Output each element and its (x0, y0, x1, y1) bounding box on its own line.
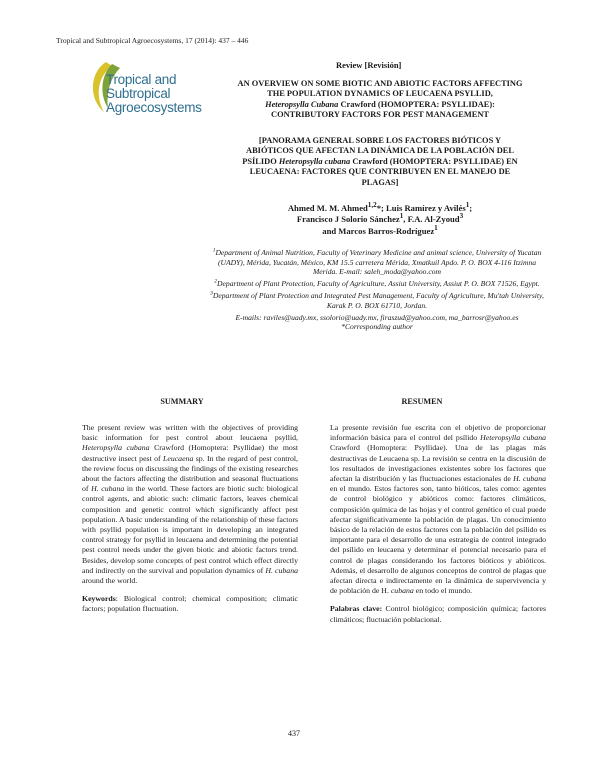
author-list: Ahmed M. M. Ahmed$^{1,2}$*; Luis Ramírez y Avilés$^1$; Francisco J Solorio Sánchez$^1$, F.A. Al-Zyoud$^3$ and Marcos Barros-Rodríguez$^1$ (287, 201, 473, 236)
summary-paragraph: The present review was written with the objectives of providing basic information for pest control about leucaena psyllid, Heteropsylla cubana Crawford (Homoptera: Psyllidae) the most destructive insect pest of Leucaena sp. In the regard of pest control, the review focus on discussing the findings of the existing researches about the factors affecting the distribution and seasonal fluctuations of H. cubana in the world. These factors are biotic such: biological control agents, and abiotic such: climatic factors, leaves chemical composition and genetic control which significantly affect pest population. A basic understanding of the relationship of these factors with psyllid population is important in developing an integrated control strategy for psyllid in leucaena and determining the potential pest control needs under the given biotic and abiotic factors trend. Besides, develop some concepts of pest control which effect directly and indirectly on the survival and population dynamics of H. cubana around the world. (82, 423, 299, 586)
keywords-english: Keywords: Biological control; chemical composition; climatic factors; population fluctuation. (82, 594, 298, 614)
title-english: AN OVERVIEW ON SOME BIOTIC AND ABIOTIC FACTORS AFFECTING THE POPULATION DYNAMICS OF LEUCAENA PSYLLID, Heteropsylla Cubana Crawford (HOMOPTERA: PSYLLIDAE): CONTRIBUTORY FACTORS FOR PEST MANAGEMENT (237, 79, 523, 120)
resumen-paragraph: La presente revisión fue escrita con el objetivo de proporcionar información básica para el control del psílido Heteropsylla cubana Crawford (Homoptera: Psyllidae). Una de las plagas más destructivas de Leucaena sp. La revisión se centra en la discusión de los resultados de investigaciones existentes sobre los factores que afectan la distribución y las fluctuaciones estacionales de H. cubana en el mundo. Estos factores son, tanto bióticos, tales como: agentes de control biológico y abióticos como: factores climáticos, composición química de las hojas y el control genético el cual puede afectar significativamente la población de plagas. Un conocimiento básico de la relación de estos factores con la población del psílido es importante para el desarrollo de una estrategia de control integrado del psílido en leucaena y determinar el potencial necesario para el control de plagas considerando los factores bióticos y abióticos. Además, el desarrollo de algunos conceptos de control de plagas que afectan directa e indirectamente en la dinámica de supervivencia y de población de H. cubana en todo el mundo. (330, 423, 546, 596)
logo-line-3: Agroecosystems (106, 100, 202, 115)
resumen-heading: RESUMEN (401, 397, 443, 406)
logo-line-2: Subtropical (106, 86, 171, 101)
article-type-label: Review [Revisión] (336, 60, 402, 70)
title-spanish: [PANORAMA GENERAL SOBRE LOS FACTORES BIÓTICOS Y ABIÓTICOS QUE AFECTAN LA DINÁMICA DE LA POBLACIÓN DEL PSÍLIDO Heteropsylla cubana Crawford (HOMOPTERA: PSYLLIDAE) EN LEUCAENA: FACTORES QUE CONTRIBUYEN EN EL MANEJO DE PLAGAS] (242, 136, 518, 187)
running-head: Tropical and Subtropical Agroecosystems, 17 (2014): 437 – 446 (56, 36, 249, 45)
author-emails: E-mails: raviles@uady.mx, ssolorio@uady.mx, firaszud@yahoo.com, ma_barrosr@yahoo.es (235, 312, 519, 322)
affiliations: $^1$Department of Animal Nutrition, Faculty of Veterinary Medicine and animal science, University of Yucatan (UADY), Mérida, Yucatán, México, KM 15.5 carretera Mérida, Xmatkuil Apdo. P. O. BOX 4-116 Itzimna Merida. E-mail: saleh_moda@yahoo.com $^2$Department of Plant Protection, Faculty of Agriculture, Assiut University, Assiut P. O. BOX 71526, Egypt. $^3$Department of Plant Protection and Integrated Pest Management, Faculty of Agriculture, Mu'tah University, Karak P. O. BOX 61710, Jordan. E-mails: raviles@uady.mx, ssolorio@uady.mx, firaszud@yahoo.com, ma_barrosr@yahoo.es *Corresponding author (210, 247, 544, 332)
page-number: 437 (288, 729, 300, 738)
resumen-column (330, 423, 546, 632)
summary-heading: SUMMARY (160, 397, 204, 406)
corresponding-author-note: *Corresponding author (341, 322, 413, 332)
keywords-spanish: Palabras clave: Control biológico; composición química; factores climáticos; fluctuación poblacional. (330, 604, 546, 624)
journal-logo-text (106, 73, 202, 115)
summary-column (82, 423, 298, 622)
logo-line-1: Tropical and (106, 72, 177, 87)
